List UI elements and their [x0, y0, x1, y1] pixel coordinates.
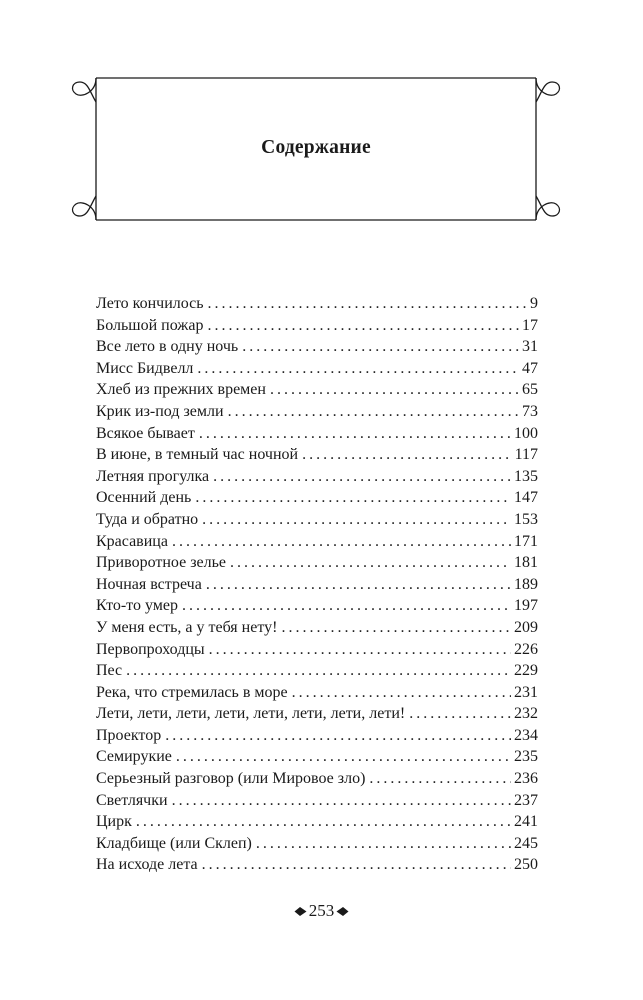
diamond-ornament-icon	[336, 905, 349, 918]
toc-entry[interactable]	[96, 639, 538, 661]
toc-dot-leader	[369, 768, 511, 790]
toc-entry-page: 73	[522, 402, 538, 420]
toc-entry-page: 17	[522, 316, 538, 334]
toc-entry-title: Осенний день	[96, 489, 192, 507]
toc-entry[interactable]	[96, 293, 538, 315]
toc-dot-leader	[182, 595, 511, 617]
toc-entry-title: Цирк	[96, 813, 132, 831]
toc-entry-page: 47	[522, 359, 538, 377]
toc-entry[interactable]	[96, 336, 538, 358]
toc-entry[interactable]	[96, 466, 538, 488]
toc-entry[interactable]	[96, 790, 538, 812]
toc-dot-leader	[230, 552, 511, 574]
toc-entry-page: 229	[514, 662, 538, 680]
toc-entry-title: Светлячки	[96, 791, 168, 809]
toc-entry-title: Хлеб из прежних времен	[96, 381, 266, 399]
toc-entry[interactable]	[96, 725, 538, 747]
toc-entry[interactable]	[96, 509, 538, 531]
toc-entry-page: 232	[514, 705, 538, 723]
toc-entry-title: Летняя прогулка	[96, 467, 210, 485]
toc-entry[interactable]	[96, 811, 538, 833]
toc-entry[interactable]	[96, 703, 538, 725]
diamond-ornament-icon	[294, 905, 307, 918]
toc-entry-title: Кладбище (или Склеп)	[96, 834, 252, 852]
toc-entry-page: 250	[514, 856, 538, 874]
toc-entry[interactable]	[96, 358, 538, 380]
toc-dot-leader	[176, 746, 511, 768]
toc-dot-leader	[281, 617, 511, 639]
toc-entry-page: 9	[530, 295, 538, 312]
table-of-contents	[96, 293, 538, 876]
toc-dot-leader	[207, 315, 519, 337]
toc-entry-page: 153	[514, 510, 538, 528]
toc-entry[interactable]	[96, 552, 538, 574]
toc-entry-page: 197	[514, 597, 538, 615]
toc-entry[interactable]	[96, 833, 538, 855]
toc-entry-title: Кто-то умер	[96, 597, 178, 615]
toc-entry-page: 231	[514, 683, 538, 701]
toc-entry[interactable]	[96, 444, 538, 466]
toc-entry-page: 147	[514, 489, 538, 507]
toc-dot-leader	[302, 444, 512, 466]
toc-entry[interactable]	[96, 379, 538, 401]
toc-entry[interactable]	[96, 682, 538, 704]
toc-entry-page: 245	[514, 834, 538, 852]
toc-dot-leader	[202, 509, 511, 531]
toc-entry-title: Пес	[96, 662, 123, 680]
toc-entry[interactable]	[96, 660, 538, 682]
toc-entry[interactable]	[96, 487, 538, 509]
toc-dot-leader	[256, 833, 511, 855]
toc-entry-title: Проектор	[96, 726, 162, 744]
toc-entry-page: 241	[514, 813, 538, 831]
toc-entry-page: 226	[514, 640, 538, 658]
toc-entry[interactable]	[96, 595, 538, 617]
title-frame	[68, 74, 564, 224]
toc-dot-leader	[199, 423, 511, 445]
toc-dot-leader	[126, 660, 511, 682]
toc-entry-title: Ночная встреча	[96, 575, 202, 593]
toc-dot-leader	[197, 358, 519, 380]
toc-entry-title: Река, что стремилась в море	[96, 683, 288, 701]
page-title: Содержание	[261, 137, 371, 158]
toc-entry-title: Красавица	[96, 532, 168, 550]
toc-dot-leader	[242, 336, 519, 358]
toc-entry[interactable]	[96, 401, 538, 423]
toc-entry[interactable]	[96, 617, 538, 639]
toc-dot-leader	[195, 487, 511, 509]
toc-entry-title: Серьезный разговор (или Мировое зло)	[96, 770, 366, 788]
toc-entry-page: 189	[514, 575, 538, 593]
toc-entry-page: 235	[514, 748, 538, 766]
toc-entry-page: 237	[514, 791, 538, 809]
toc-entry[interactable]	[96, 531, 538, 553]
toc-entry-title: Первопроходцы	[96, 640, 205, 658]
toc-entry-title: Туда и обратно	[96, 510, 199, 528]
toc-entry-page: 117	[514, 446, 538, 464]
toc-entry-title: Лето кончилось	[96, 295, 204, 312]
toc-entry[interactable]	[96, 574, 538, 596]
toc-entry-title: Всякое бывает	[96, 424, 195, 442]
toc-entry-page: 31	[522, 338, 538, 356]
toc-entry-title: На исходе лета	[96, 856, 198, 874]
toc-dot-leader	[209, 639, 511, 661]
toc-entry[interactable]	[96, 315, 538, 337]
toc-entry[interactable]	[96, 746, 538, 768]
toc-dot-leader	[208, 293, 527, 315]
toc-entry-title: Большой пожар	[96, 316, 204, 334]
toc-entry-page: 65	[522, 381, 538, 399]
page-folio	[0, 901, 643, 921]
toc-entry-page: 209	[514, 618, 538, 636]
toc-dot-leader	[172, 790, 511, 812]
toc-entry-title: Семирукие	[96, 748, 172, 766]
toc-dot-leader	[409, 703, 511, 725]
page-number: 253	[308, 901, 335, 920]
toc-entry-page: 181	[514, 554, 538, 572]
toc-entry-title: Крик из-под земли	[96, 402, 224, 420]
toc-entry-title: У меня есть, а у тебя нету!	[96, 618, 278, 636]
toc-entry-title: Лети, лети, лети, лети, лети, лети, лети, лети!	[96, 705, 406, 723]
toc-dot-leader	[172, 531, 511, 553]
toc-entry-title: В июне, в темный час ночной	[96, 446, 299, 464]
toc-dot-leader	[202, 854, 511, 876]
toc-entry-page: 234	[514, 726, 538, 744]
toc-dot-leader	[228, 401, 519, 423]
toc-dot-leader	[213, 466, 511, 488]
toc-entry-title: Все лето в одну ночь	[96, 338, 239, 356]
toc-entry[interactable]	[96, 423, 538, 445]
toc-dot-leader	[292, 682, 511, 704]
toc-entry-page: 135	[514, 467, 538, 485]
toc-entry-page: 171	[514, 532, 538, 550]
toc-entry-title: Мисс Бидвелл	[96, 359, 194, 377]
toc-dot-leader	[206, 574, 511, 596]
toc-dot-leader	[136, 811, 511, 833]
toc-entry[interactable]	[96, 854, 538, 876]
toc-dot-leader	[270, 379, 519, 401]
toc-entry-title: Приворотное зелье	[96, 554, 227, 572]
toc-entry-page: 100	[514, 424, 538, 442]
toc-entry[interactable]	[96, 768, 538, 790]
toc-entry-page: 236	[514, 770, 538, 788]
toc-dot-leader	[165, 725, 511, 747]
